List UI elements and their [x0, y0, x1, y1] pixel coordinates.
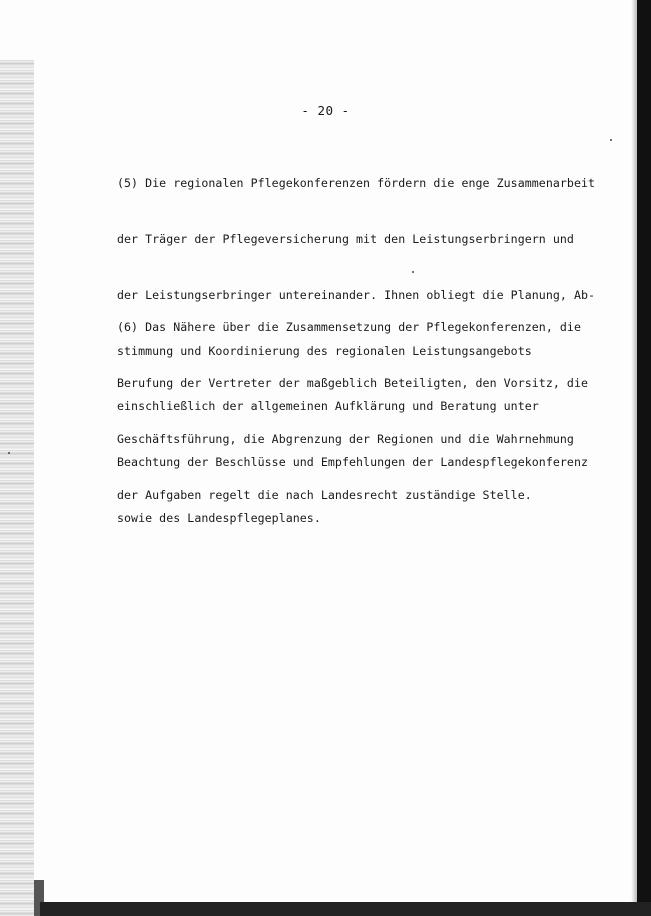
text-line: der Aufgaben regelt die nach Landesrecht zuständige Stelle. [117, 487, 532, 502]
scan-bottom-edge [40, 902, 651, 916]
scan-right-edge [637, 0, 651, 916]
text-line: Beachtung der Beschlüsse und Empfehlungen der Landespflegekonferenz [117, 455, 589, 470]
text-line: Berufung der Vertreter der maßgeblich Beteiligten, den Vorsitz, die [117, 375, 589, 390]
text-line: sowie des Landespflegeplanes. [117, 510, 321, 525]
text-line: der Leistungserbringer untereinander. Ihnen obliegt die Planung, Ab- [117, 287, 596, 302]
text-line: einschließlich der allgemeinen Aufklärung und Beratung unter [117, 399, 539, 414]
text-line: Geschäftsführung, die Abgrenzung der Regionen und die Wahrnehmung [117, 431, 574, 446]
text-line: (6) Das Nähere über die Zusammensetzung der Pflegekonferenzen, die [117, 320, 581, 335]
scan-speck [8, 452, 10, 454]
scan-left-edge [0, 60, 34, 916]
text-line: stimmung und Koordinierung des regionalen Leistungsangebots [117, 343, 532, 358]
text-line: der Träger der Pflegeversicherung mit den Leistungserbringern und [117, 231, 574, 246]
paragraph-6 [117, 281, 617, 541]
page-number: - 20 - [301, 103, 350, 118]
text-line: (5) Die regionalen Pflegekonferenzen fördern die enge Zusammenarbeit [117, 176, 596, 191]
